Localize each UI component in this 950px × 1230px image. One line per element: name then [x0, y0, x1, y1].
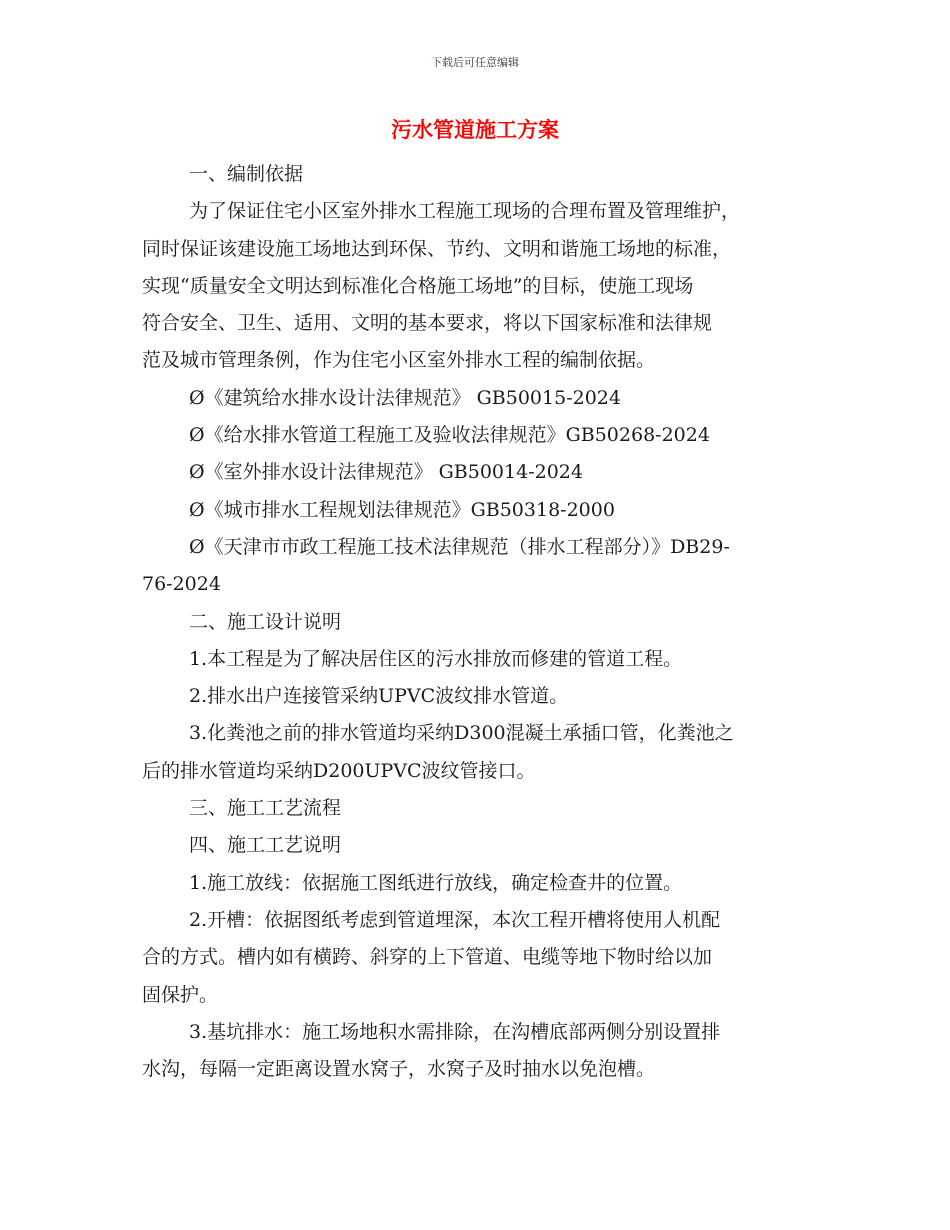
- text-line: Ø《城市排水工程规划法律规范》GB50318-2000: [189, 498, 615, 521]
- text-line: 为了保证住宅小区室外排水工程施工现场的合理布置及管理维护，: [189, 200, 741, 223]
- text-line: 1.施工放线：依据施工图纸进行放线，确定检查井的位置。: [189, 871, 683, 894]
- text-line: 2.排水出户连接管采纳UPVC波纹排水管道。: [189, 685, 569, 708]
- text-line: 三、施工工艺流程: [189, 797, 342, 820]
- text-line: Ø《给水排水管道工程施工及验收法律规范》GB50268-2024: [189, 424, 710, 447]
- text-line: Ø《天津市市政工程施工技术法律规范（排水工程部分）》DB29-: [189, 535, 730, 558]
- text-line: 合的方式。槽内如有横跨、斜穿的上下管道、电缆等地下物时给以加: [142, 946, 713, 969]
- text-line: 符合安全、卫生、适用、文明的基本要求，将以下国家标准和法律规: [142, 312, 713, 335]
- page-header: 下载后可任意编辑: [431, 56, 519, 69]
- text-line: 二、施工设计说明: [189, 610, 342, 633]
- text-line: 水沟，每隔一定距离设置水窝子，水窝子及时抽水以免泡槽。: [142, 1058, 656, 1081]
- text-line: Ø《建筑给水排水设计法律规范》 GB50015-2024: [189, 386, 621, 409]
- text-line: 2.开槽：依据图纸考虑到管道埋深，本次工程开槽将使用人机配: [189, 908, 721, 931]
- text-line: 范及城市管理条例，作为住宅小区室外排水工程的编制依据。: [142, 349, 656, 372]
- text-line: 76-2024: [142, 573, 221, 596]
- text-line: 同时保证该建设施工场地达到环保、节约、文明和谐施工场地的标准，: [142, 237, 732, 260]
- text-line: 实现“质量安全文明达到标准化合格施工场地”的目标，使施工现场: [142, 274, 694, 297]
- text-line: 1.本工程是为了解决居住区的污水排放而修建的管道工程。: [189, 647, 683, 670]
- text-line: 3.化粪池之前的排水管道均采纳D300混凝土承插口管，化粪池之: [189, 722, 734, 745]
- document-body: [142, 156, 806, 1088]
- text-line: 一、编制依据: [189, 163, 304, 185]
- text-line: Ø《室外排水设计法律规范》 GB50014-2024: [189, 461, 583, 484]
- text-line: 固保护。: [142, 983, 219, 1006]
- document-title: 污水管道施工方案: [391, 118, 559, 142]
- text-line: 后的排水管道均采纳D200UPVC波纹管接口。: [142, 759, 536, 782]
- text-line: 3.基坑排水：施工场地积水需排除，在沟槽底部两侧分别设置排: [189, 1020, 721, 1043]
- text-line: 四、施工工艺说明: [189, 834, 342, 857]
